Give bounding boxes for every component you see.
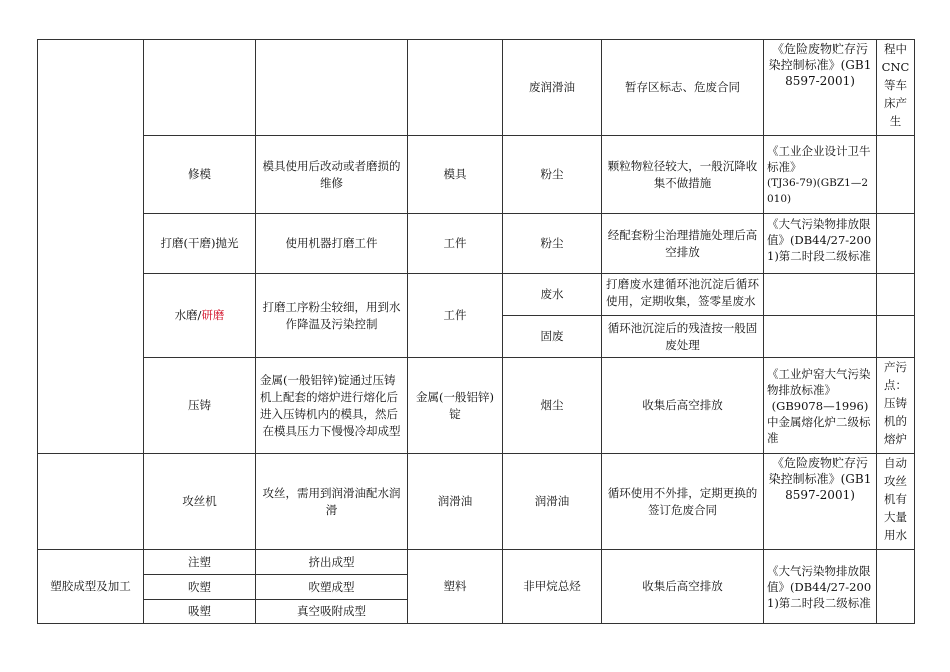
table-row bbox=[38, 40, 915, 136]
measure-cell: 颗粒物粒径较大，一般沉降收集不做措施 bbox=[602, 136, 764, 214]
description-cell: 金属(一般铝锌)锭通过压铸机上配套的熔炉进行熔化后进入压铸机内的模具，然后在模具压力下慢慢冷却成型 bbox=[256, 358, 408, 454]
table-row bbox=[38, 358, 915, 454]
description-cell-empty bbox=[256, 40, 408, 136]
measure-cell bbox=[602, 274, 764, 316]
material-cell: 工件 bbox=[408, 274, 503, 358]
pollutant-cell: 烟尘 bbox=[503, 358, 602, 454]
table-row bbox=[38, 454, 915, 550]
pollutant-cell: 粉尘 bbox=[503, 136, 602, 214]
note-cell: 产污点：压铸机的熔炉 bbox=[877, 358, 915, 454]
standard-cell: 《危险废物贮存污染控制标准》(GB18597-2001) bbox=[764, 454, 877, 550]
measure-cell: 经配套粉尘治理措施处理后高空排放 bbox=[602, 214, 764, 274]
description-cell: 模具使用后改动或者磨损的维修 bbox=[256, 136, 408, 214]
standard-cell-empty bbox=[764, 274, 877, 316]
table-row bbox=[38, 214, 915, 274]
note-cell-empty bbox=[877, 316, 915, 358]
standard-cell bbox=[764, 136, 877, 214]
material-cell: 工件 bbox=[408, 214, 503, 274]
standard-line: 中金属熔化炉二级标准 bbox=[767, 414, 871, 445]
standard-cell bbox=[764, 214, 877, 274]
measure-cell: 循环使用不外排，定期更换的签订危废合同 bbox=[602, 454, 764, 550]
description-cell: 打磨工序粉尘较细，用到水作降温及污染控制 bbox=[256, 274, 408, 358]
description-cell: 攻丝，需用到润滑油配水润滑 bbox=[256, 454, 408, 550]
note-cell-empty bbox=[877, 274, 915, 316]
table-row bbox=[38, 550, 915, 575]
standard-line: (TJ36-79)(GBZ1—2010) bbox=[767, 176, 869, 205]
measure-cell: 循环池沉淀后的残渣按一般固废处理 bbox=[602, 316, 764, 358]
standard-text: 《大气污染物排放限值》(DB44/27-2001)第二时段二级标准 bbox=[767, 217, 872, 263]
process-cell: 吹塑 bbox=[144, 575, 256, 600]
standard-cell: 《危险废物贮存污染控制标准》(GB18597-2001) bbox=[764, 40, 877, 136]
note-cell-empty bbox=[877, 214, 915, 274]
material-cell: 润滑油 bbox=[408, 454, 503, 550]
table-row bbox=[38, 136, 915, 214]
category-cell-empty bbox=[38, 40, 144, 454]
description-cell: 真空吸附成型 bbox=[256, 600, 408, 624]
pollutant-cell: 粉尘 bbox=[503, 214, 602, 274]
note-cell-empty bbox=[877, 136, 915, 214]
measure-text: 打磨废水建循环池沉淀后循环使用，定期收集，签零星废水 bbox=[606, 277, 759, 308]
category-cell-empty bbox=[38, 454, 144, 550]
note-cell: 程中CNC等车床产生 bbox=[877, 40, 915, 136]
measure-cell: 收集后高空排放 bbox=[602, 358, 764, 454]
pollutant-cell: 润滑油 bbox=[503, 454, 602, 550]
process-cell: 注塑 bbox=[144, 550, 256, 575]
standard-line: 《工业企业设计卫牛标准》 bbox=[767, 143, 871, 174]
note-cell: 自动攻丝机有大量用水 bbox=[877, 454, 915, 550]
process-cell: 吸塑 bbox=[144, 600, 256, 624]
standard-cell: 《大气污染物排放限值》(DB44/27-2001)第二时段二级标准 bbox=[764, 550, 877, 624]
measure-cell: 收集后高空排放 bbox=[602, 550, 764, 624]
standard-cell-empty bbox=[764, 316, 877, 358]
measure-cell: 暂存区标志、危废合同 bbox=[602, 40, 764, 136]
process-cell: 压铸 bbox=[144, 358, 256, 454]
pollutant-cell: 废润滑油 bbox=[503, 40, 602, 136]
description-cell: 挤出成型 bbox=[256, 550, 408, 575]
process-label-highlight: 研磨 bbox=[201, 308, 225, 322]
pollutant-cell: 固废 bbox=[503, 316, 602, 358]
material-cell: 塑料 bbox=[408, 550, 503, 624]
process-cell bbox=[144, 274, 256, 358]
process-cell: 打磨(干磨)抛光 bbox=[144, 214, 256, 274]
material-cell: 金属(一般铝锌)锭 bbox=[408, 358, 503, 454]
category-cell: 塑胶成型及加工 bbox=[38, 550, 144, 624]
description-cell: 使用机器打磨工件 bbox=[256, 214, 408, 274]
process-cell: 修模 bbox=[144, 136, 256, 214]
table-row bbox=[38, 274, 915, 316]
material-cell: 模具 bbox=[408, 136, 503, 214]
process-label: 水磨/ bbox=[174, 308, 202, 322]
material-cell-empty bbox=[408, 40, 503, 136]
note-cell-empty bbox=[877, 550, 915, 624]
pollutant-cell: 非甲烷总烃 bbox=[503, 550, 602, 624]
pollutant-cell: 废水 bbox=[503, 274, 602, 316]
standard-line: (GB9078—1996) bbox=[771, 398, 869, 413]
standard-line: 《工业炉窑大气污染物排放标准》 bbox=[767, 366, 871, 397]
process-cell: 攻丝机 bbox=[144, 454, 256, 550]
description-cell: 吹塑成型 bbox=[256, 575, 408, 600]
pollution-control-table bbox=[37, 39, 915, 624]
standard-cell bbox=[764, 358, 877, 454]
process-cell-empty bbox=[144, 40, 256, 136]
